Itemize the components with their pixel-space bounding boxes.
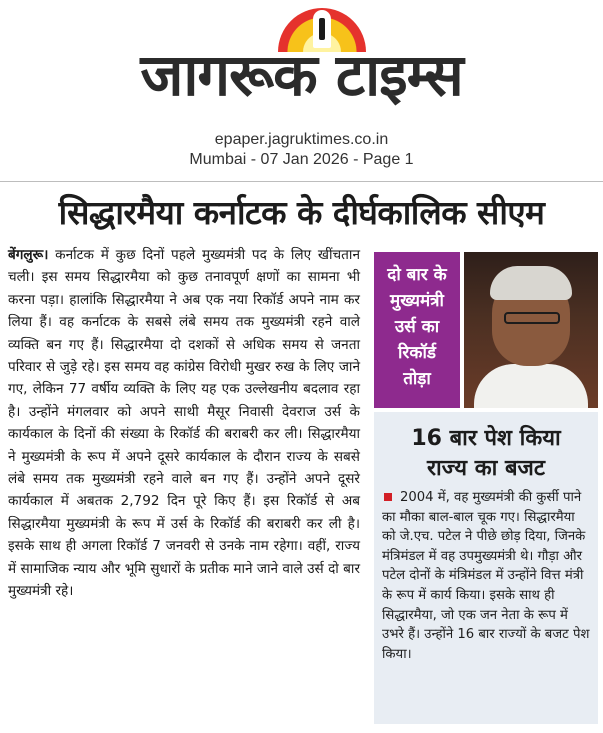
sidebox-body-text: 2004 में, वह मुख्यमंत्री की कुर्सी पाने का मौका बाल-बाल चूक गए। सिद्धारमैया को जे.एच. पटेल ने पीछे छोड़ दिया, जिनके मंत्रिमंडल में वह उपमुख्यमंत्री थे। गौड़ा और पटेल दोनों के मंत्रिमंडल में उन्होंने वित्त मंत्री के रूप में कार्य किया। इसके साथ ही सिद्धारमैया, जो एक जन नेता के रूप में उभरे हैं। उन्होंने 16 बार राज्यों के बजट पेश किया। xyxy=(382,490,590,662)
sidebox-title-line: राज्य का बजट xyxy=(427,456,545,481)
budget-sidebox xyxy=(374,412,598,724)
masthead xyxy=(0,0,603,128)
sidebox-title xyxy=(374,424,598,484)
callout-line: उर्स का xyxy=(394,317,440,337)
article-dateline: बेंगलुरू। xyxy=(8,247,49,263)
politician-photo xyxy=(464,252,598,408)
epaper-url[interactable]: epaper.jagruktimes.co.in xyxy=(214,131,389,148)
callout-line: दो बार के xyxy=(387,265,447,285)
edition-date-page: Mumbai - 07 Jan 2026 - Page 1 xyxy=(189,151,414,168)
edition-info xyxy=(0,130,603,170)
callout-line: रिकॉर्ड xyxy=(398,343,436,363)
callout-line: तोड़ा xyxy=(403,369,431,389)
photo-glasses xyxy=(504,312,560,324)
article-headline: सिद्धारमैया कर्नाटक के दीर्घकालिक सीएम xyxy=(58,193,545,232)
newspaper-logo-title: जागरूक टाइम्स xyxy=(140,41,463,109)
sidebox-body xyxy=(382,488,590,664)
callout-line: मुख्यमंत्री xyxy=(390,291,444,311)
article-body xyxy=(8,244,360,603)
article-body-text: कर्नाटक में कुछ दिनों पहले मुख्यमंत्री पद के लिए खींचतान चली। इस समय सिद्धारमैया को कुछ तनावपूर्ण क्षणों का सामना भी करना पड़ा। हालांकि सिद्धारमैया ने अब एक नया रिकॉर्ड अपने नाम कर लिया हैं। वह कर्नाटक के सबसे लंबे समय तक मुख्यमंत्री रहने वाले व्यक्ति बन गए हैं। सिद्धारमैया दो दशकों से अधिक समय से जनता परिवार से जुड़े रहे। इस समय वह कांग्रेस विरोधी मुखर रुख के लिए जाने गए, लेकिन 77 वर्षीय व्यक्ति के लिए यह एक उल्लेखनीय बदलाव रहा है। उन्होंने मंगलवार को अपने साथी मैसूर निवासी देवराज उर्स के कार्यकाल के दिनों की संख्या के रिकॉर्ड की बराबरी कर ली। सिद्धारमैया ने मुख्यमंत्री के रूप में अपने दूसरे कार्यकाल के दौरान राज्य के सबसे लंबे समय तक मुख्यमंत्री रहने वाले बन गए हैं। उन्होंने अपने दूसरे कार्यकाल में अबतक 2,792 दिन पूरे किए हैं। इस रिकॉर्ड से अब सिद्धारमैया मुख्यमंत्री के रूप में उर्स के रिकॉर्ड की बराबरी कर ली है। इसके साथ ही अगला रिकॉर्ड 7 जनवरी से उनके नाम रहेगा। वहीं, राज्य में सामाजिक न्याय और भूमि सुधारों के प्रतीक माने जाने वाले उर्स दो बार मुख्यमंत्री रहे। xyxy=(8,247,360,600)
sidebox-title-line: 16 बार पेश किया xyxy=(411,426,561,451)
photo-hair xyxy=(490,266,572,300)
masthead-divider xyxy=(0,181,603,182)
callout-box xyxy=(374,252,460,408)
bullet-square-icon xyxy=(384,493,392,501)
photo-shirt xyxy=(474,364,588,408)
